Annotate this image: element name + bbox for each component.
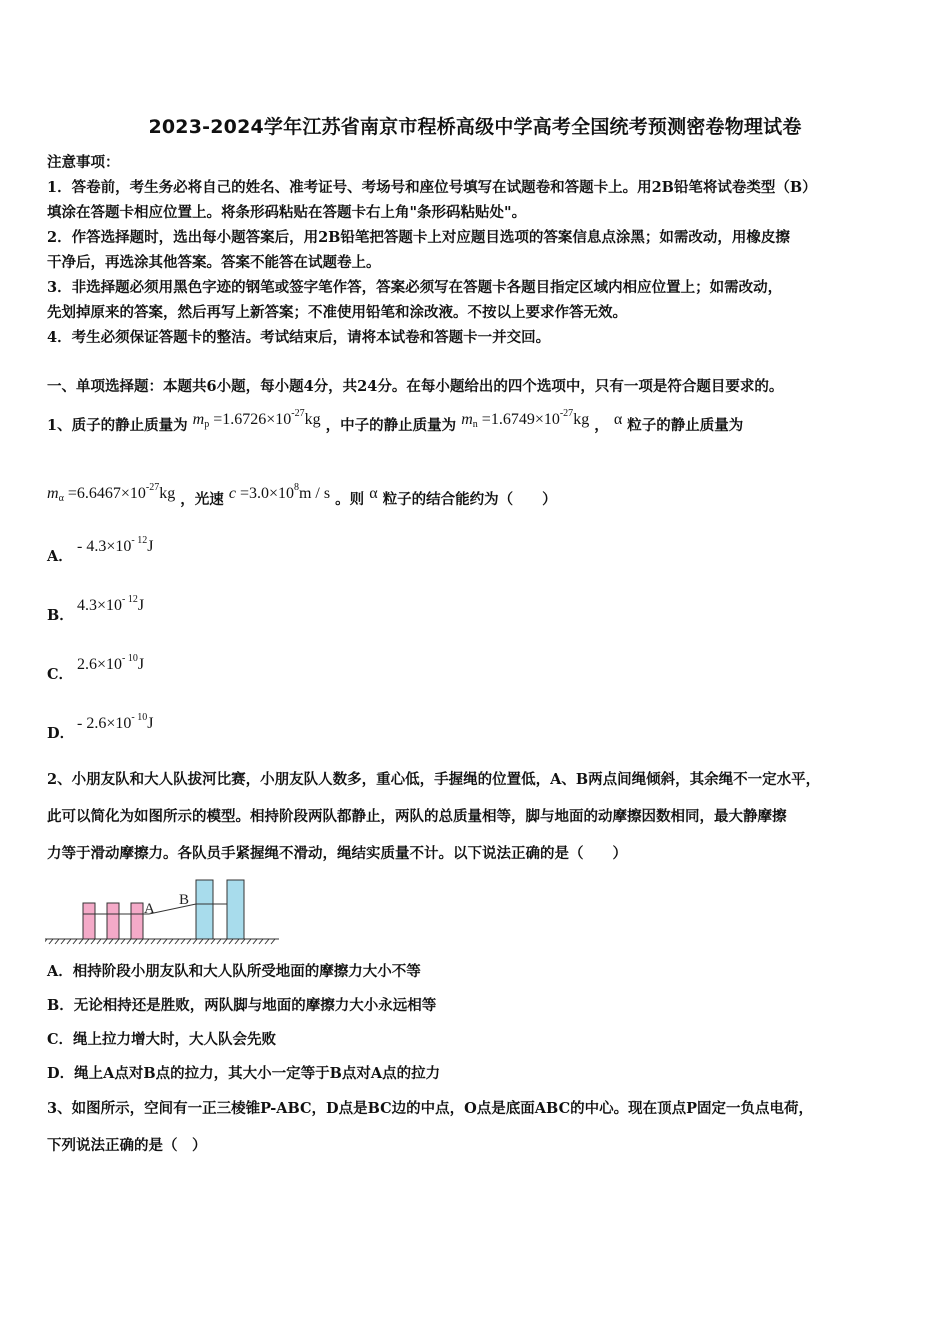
- child-block: [107, 903, 119, 939]
- tug-of-war-diagram: [45, 874, 285, 950]
- question-3-line: 下列说法正确的是（ ）: [47, 1137, 207, 1154]
- question-1-line-2: [47, 484, 557, 515]
- option-b-value: $4.3\times 10^{- 12}J$: [77, 594, 145, 614]
- option-letter: B．: [47, 607, 74, 624]
- formula-neutron-mass: $m_n =1.6749\times 10^{-27}kg$: [461, 408, 590, 430]
- q1-text: ，: [594, 417, 609, 434]
- option-d-value: - $2.6\times 10^{- 10}J$: [77, 712, 154, 732]
- point-b-label: B: [179, 892, 190, 908]
- tug-of-war-figure: [45, 874, 285, 954]
- q1-text: 粒子的静止质量为: [627, 417, 744, 434]
- page-title: 2023-2024学年江苏省南京市程桥高级中学高考全国统考预测密卷物理试卷: [148, 116, 802, 138]
- point-a-label: A: [144, 901, 155, 917]
- notice-line: 先划掉原来的答案，然后再写上新答案；不准使用铅笔和涂改液。不按以上要求作答无效。: [47, 304, 627, 321]
- question-3-line: 3、如图所示，空间有一正三棱锥P-ABC，D点是BC边的中点，O点是底面ABC的中心。现在顶点P固定一负点电荷，: [47, 1100, 814, 1117]
- q2-option-a: A．相持阶段小朋友队和大人队所受地面的摩擦力大小不等: [47, 963, 421, 980]
- section-heading: 一、单项选择题：本题共6小题，每小题4分，共24分。在每小题给出的四个选项中，只有一项是符合题目要求的。: [47, 378, 784, 395]
- q1-text: ，中子的静止质量为: [325, 417, 457, 434]
- alpha-symbol: α: [369, 485, 378, 502]
- child-block: [83, 903, 95, 939]
- formula-light-speed: $c =3.0\times 10^8m / s$: [228, 482, 331, 502]
- notice-heading: 注意事项：: [47, 154, 120, 171]
- option-c-value: $2.6\times 10^{- 10}J$: [77, 653, 145, 673]
- question-1-line-1: [47, 410, 743, 441]
- formula-alpha-mass: $m_\alpha =6.6467\times 10^{-27}kg$: [47, 482, 176, 504]
- alpha-symbol: α: [613, 411, 623, 428]
- notice-line: 干净后，再选涂其他答案。答案不能答在试题卷上。: [47, 254, 381, 271]
- q1-text: ，光速: [180, 491, 224, 508]
- notice-line: 2．作答选择题时，选出每小题答案后，用2B铅笔把答题卡上对应题目选项的答案信息点涂黑；如需改动，用橡皮擦: [47, 229, 790, 246]
- adult-block: [227, 880, 244, 939]
- q2-option-d: D．绳上A点对B点的拉力，其大小一定等于B点对A点的拉力: [47, 1065, 441, 1082]
- q2-option-c: C．绳上拉力增大时，大人队会先败: [47, 1031, 277, 1048]
- q1-text: 。则: [335, 491, 365, 508]
- ground-hatch: [45, 939, 279, 944]
- notice-line: 1．答卷前，考生务必将自己的姓名、准考证号、考场号和座位号填写在试题卷和答题卡上。用2B铅笔将试卷类型（B）: [47, 179, 817, 196]
- formula-proton-mass: $m_p =1.6726\times 10^{-27}kg$: [192, 408, 321, 430]
- question-2-line: 力等于滑动摩擦力。各队员手紧握绳不滑动，绳结实质量不计。以下说法正确的是（ ）: [47, 845, 627, 862]
- option-letter: A．: [47, 548, 73, 565]
- notice-line: 填涂在答题卡相应位置上。将条形码粘贴在答题卡右上角"条形码粘贴处"。: [47, 204, 527, 221]
- q2-option-b: B．无论相持还是胜败，两队脚与地面的摩擦力大小永远相等: [47, 997, 437, 1014]
- adult-block: [196, 880, 213, 939]
- q1-text: 1、质子的静止质量为: [47, 417, 188, 434]
- option-a-value: - $4.3\times 10^{- 12}J$: [77, 535, 154, 555]
- notice-line: 4．考生必须保证答题卡的整洁。考试结束后，请将本试卷和答题卡一并交回。: [47, 329, 551, 346]
- child-block: [131, 903, 143, 939]
- question-2-line: 2、小朋友队和大人队拔河比赛，小朋友队人数多，重心低，手握绳的位置低，A、B两点间绳倾斜，其余绳不一定水平，: [47, 771, 821, 788]
- q1-text: 粒子的结合能约为（ ）: [382, 491, 557, 508]
- option-letter: C．: [47, 666, 74, 683]
- option-letter: D．: [47, 725, 75, 742]
- question-2-line: 此可以简化为如图所示的模型。相持阶段两队都静止，两队的总质量相等，脚与地面的动摩擦因数相同，最大静摩擦: [47, 808, 787, 825]
- notice-line: 3．非选择题必须用黑色字迹的钢笔或签字笔作答，答案必须写在答题卡各题目指定区域内相应位置上；如需改动，: [47, 279, 783, 296]
